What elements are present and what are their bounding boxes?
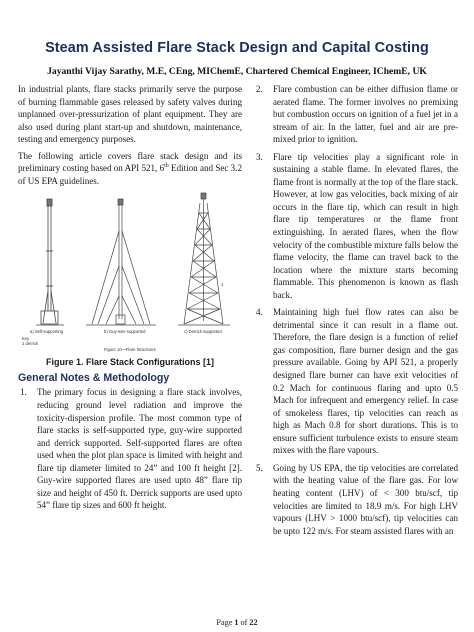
- intro-paragraph-2: [18, 150, 242, 188]
- intro-text-b: Edition and Sec 3.2 of US EPA guidelines.: [18, 163, 242, 186]
- author-line: Jayanthi Vijay Sarathy, M.E, CEng, MIChemE, Chartered Chemical Engineer, IChemE, UK: [47, 66, 427, 77]
- item-number: 1.: [20, 387, 27, 398]
- derrick-stack: [178, 193, 230, 325]
- intro-paragraph-1: In industrial plants, flare stacks primarily serve the purpose of burning flammable gases released by safety valves during unplanned over-pressurization of plant equipment. They are also used during plant start-up and shutdown, maintenance, testing and emergency purposes.: [18, 84, 242, 145]
- svg-text:1: 1: [221, 282, 224, 288]
- item-number: 3.: [256, 151, 263, 162]
- right-column: [254, 83, 458, 542]
- list-item: [254, 151, 458, 302]
- section-heading: General Notes & Methodology: [18, 371, 170, 384]
- item-text: Maintaining high fuel flow rates can also be detrimental since it can result in a flame out. Therefore, the flare design is a function of relief gas composition, flare burner design and the gas pressure available. Going by API 521, a properly designed flare burner can have exit velocities of 0.2 Mach for continuous flaring and upto 0.5 Mach for infrequent and emergency relief. In case of smokeless flares, tip velocities can reach as high as Mach 0.8 for short durations. This is to ensure sufficient turbulence exists to ensure steam mixes with the flare vapours.: [273, 307, 458, 456]
- item-text: The primary focus in designing a flare stack involves, reducing ground level radiation and improve the toxicity-dispersion profile. The most common type of flare stacks is self-supported type, guy-wire supported and derrick supported. Self-supported flares are often used when the plot plan space is limited with height and flare tip diameter limited to 24” and 100 ft height [2]. Guy-wire supported flares are used upto 48” flare tip size and height of 450 ft. Derrick supports are used upto 54” flare tip sizes and 600 ft height.: [37, 387, 242, 511]
- notes-list-left: [18, 386, 242, 511]
- intro-superscript: th: [164, 163, 169, 170]
- item-text: Going by US EPA, the tip velocities are correlated with the heating value of the flare gas. For low heating content (LHV) of < 300 btu/scf, tip velocities are limited to 18.9 m/s. For high LHV vapours (LHV > 1000 btu/scf), tip velocities can be upto 122 m/s. For steam assisted flares with an: [273, 462, 458, 536]
- total-pages: 22: [249, 618, 258, 627]
- footer-prefix: Page: [216, 618, 235, 627]
- figure-key-item: 1 derrick: [22, 341, 39, 347]
- item-number: 2.: [256, 84, 263, 94]
- list-item: [254, 306, 458, 457]
- self-supporting-stack: [36, 199, 64, 325]
- notes-list-right: [254, 83, 458, 537]
- document-title: Steam Assisted Flare Stack Design and Capital Costing: [45, 40, 429, 56]
- figure-key-label: Key: [22, 336, 30, 342]
- left-column: [18, 83, 242, 517]
- item-number: 5.: [256, 462, 263, 473]
- flare-structures-drawing: [18, 191, 242, 354]
- label-derrick: c) Derrick supported: [184, 329, 222, 335]
- label-self-supporting: a) Self-supporting: [30, 329, 64, 335]
- flare-structures-figure: [18, 191, 242, 354]
- item-number: 4.: [256, 307, 263, 318]
- figure-inner-caption: Figure 10—Flare Structures: [104, 347, 156, 353]
- list-item: [18, 386, 242, 511]
- guy-wire-stack: [86, 199, 156, 325]
- intro-text-a: The following article covers flare stack design and its preliminary costing based on API 521, 6: [18, 150, 242, 174]
- item-text: Flare tip velocities play a significant role in sustaining a stable flame. In elevated flares, the flame front is normally at the top of the flare stack. However, at low gas velocities, back mixing of air occurs in the flare tip, which can result in high flare tip temperatures or the flame front extinguishing. In aerated flares, when the flow velocity of the combustible mixture falls below the flame velocity, the flame can travel back to the location where the mixture starts becoming flammable. This phenomenon is known as flash back.: [273, 151, 458, 300]
- list-item: [254, 462, 458, 537]
- current-page: 1: [234, 618, 239, 627]
- list-item: [254, 83, 458, 146]
- item-text: Flare combustion can be either diffusion flame or aerated flame. The former involves no premixing but combustion occurs on ignition of a fuel jet in a stream of air. In the latter, fuel and air are pre-mixed prior to ignition.: [273, 84, 458, 145]
- footer-middle: of: [238, 618, 250, 627]
- figure-caption: Figure 1. Flare Stack Configurations [1]: [45, 357, 215, 368]
- label-guy-wire: b) Guy-wire supported: [104, 329, 146, 335]
- page-footer: [0, 618, 474, 627]
